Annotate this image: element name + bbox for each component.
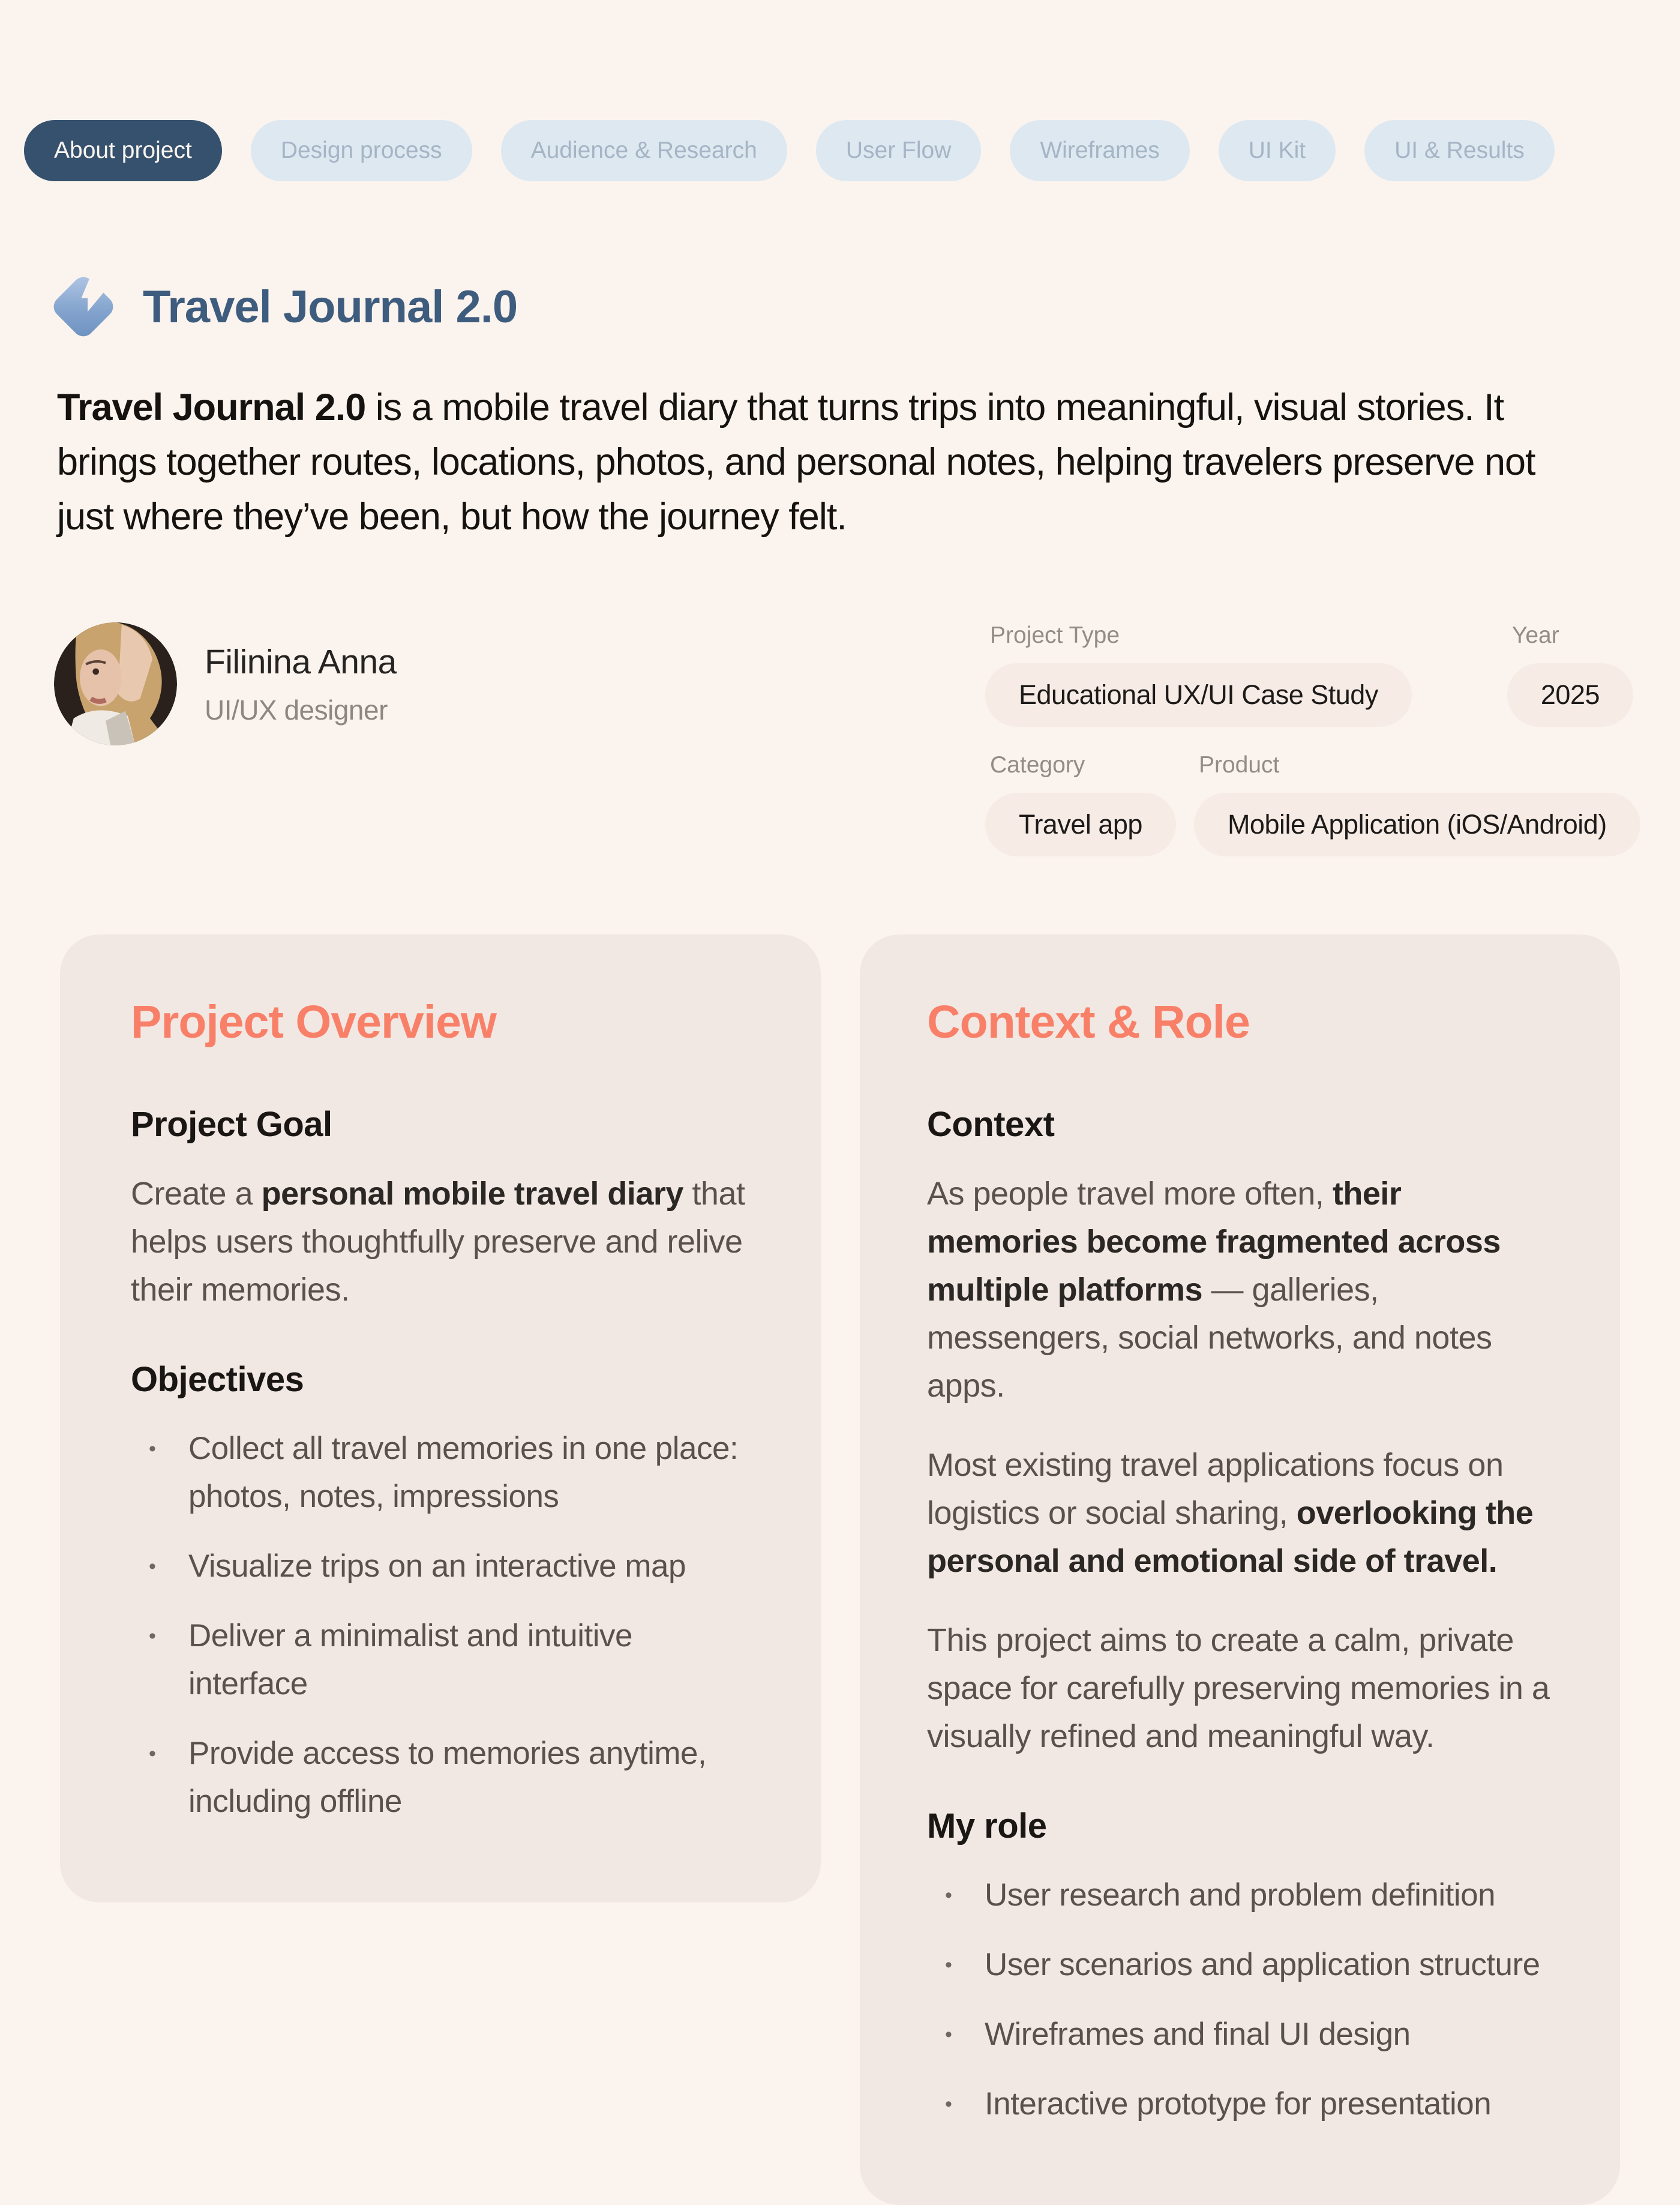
author-name: Filinina Anna xyxy=(205,642,397,681)
author-profile xyxy=(54,622,397,745)
p2-bold: overlooking the personal and emotional side of travel. xyxy=(927,1495,1534,1579)
p2-pre: Most existing travel applications focus on logistics or social sharing, xyxy=(927,1447,1504,1531)
intro-text: is a mobile travel diary that turns trips into meaningful, visual stories. It brings together routes, locations, photos, and personal notes, helping travelers preserve not just where they’ve been, but how the journey felt. xyxy=(57,387,1535,538)
travel-journal-logo-icon xyxy=(48,271,119,342)
author-role: UI/UX designer xyxy=(205,694,388,726)
my-role-heading: My role xyxy=(927,1806,1047,1846)
context-card-title: Context & Role xyxy=(927,996,1250,1048)
context-role-card xyxy=(860,934,1620,2205)
title-row xyxy=(48,271,1680,342)
context-paragraph-2 xyxy=(927,1441,1553,1585)
meta-year xyxy=(1507,622,1633,727)
objective-item: • Provide access to memories anytime, including offline xyxy=(131,1730,750,1826)
meta-product xyxy=(1194,752,1640,856)
meta-label-project-type: Project Type xyxy=(990,622,1120,648)
top-nav xyxy=(0,0,1680,181)
project-goal-heading: Project Goal xyxy=(131,1105,332,1144)
context-heading: Context xyxy=(927,1105,1055,1144)
nav-tab-user-flow[interactable]: User Flow xyxy=(816,120,982,181)
nav-tab-ui-results[interactable]: UI & Results xyxy=(1364,120,1555,181)
role-item: • User research and problem definition xyxy=(927,1871,1553,1919)
context-paragraph-3: This project aims to create a calm, private space for carefully preserving memories in a visually refined and meaningful way. xyxy=(927,1622,1550,1754)
meta-category xyxy=(985,752,1176,856)
page-title: Travel Journal 2.0 xyxy=(143,281,518,332)
objectives-list xyxy=(131,1425,750,1826)
p1-pre: As people travel more often, xyxy=(927,1176,1333,1212)
objective-item: • Visualize trips on an interactive map xyxy=(131,1542,750,1590)
role-item: • Interactive prototype for presentation xyxy=(927,2080,1553,2128)
project-goal-text xyxy=(131,1170,750,1314)
nav-tab-design-process[interactable]: Design process xyxy=(251,120,472,181)
goal-pre: Create a xyxy=(131,1176,262,1212)
author-text xyxy=(205,642,397,726)
p1-bold: their memories become fragmented across multiple platforms xyxy=(927,1176,1501,1308)
content-cards xyxy=(60,934,1620,2205)
goal-post: that helps users thoughtfully preserve and relive their memories. xyxy=(131,1176,745,1308)
role-item: • User scenarios and application structure xyxy=(927,1941,1553,1989)
meta-value-year: 2025 xyxy=(1507,663,1633,727)
nav-tab-wireframes[interactable]: Wireframes xyxy=(1010,120,1189,181)
nav-tab-ui-kit[interactable]: UI Kit xyxy=(1219,120,1336,181)
overview-card-title: Project Overview xyxy=(131,996,496,1048)
meta-value-product: Mobile Application (iOS/Android) xyxy=(1194,793,1640,856)
objective-item: • Collect all travel memories in one place: photos, notes, impressions xyxy=(131,1425,750,1521)
context-paragraph-1 xyxy=(927,1170,1553,1410)
p1-post: — galleries, messengers, social networks, and notes apps. xyxy=(927,1272,1492,1404)
meta-label-year: Year xyxy=(1511,622,1559,648)
avatar xyxy=(54,622,177,745)
byline-row xyxy=(54,622,1633,856)
objectives-heading: Objectives xyxy=(131,1360,304,1399)
project-meta xyxy=(985,622,1633,856)
meta-label-product: Product xyxy=(1198,752,1280,778)
role-item: • Wireframes and final UI design xyxy=(927,2011,1553,2059)
meta-value-category: Travel app xyxy=(985,793,1176,856)
goal-bold: personal mobile travel diary xyxy=(261,1176,683,1212)
meta-project-type xyxy=(985,622,1489,727)
nav-tab-about-project[interactable]: About project xyxy=(24,120,222,181)
objective-item: • Deliver a minimalist and intuitive interface xyxy=(131,1612,750,1708)
meta-row-2 xyxy=(985,752,1633,856)
meta-label-category: Category xyxy=(990,752,1085,778)
intro-lead-bold: Travel Journal 2.0 xyxy=(57,387,366,429)
meta-value-project-type: Educational UX/UI Case Study xyxy=(985,663,1412,727)
role-list xyxy=(927,1871,1553,2128)
intro-paragraph xyxy=(57,381,1536,544)
project-overview-card xyxy=(60,934,821,1903)
meta-row-1 xyxy=(985,622,1633,727)
nav-tab-audience-research[interactable]: Audience & Research xyxy=(501,120,787,181)
